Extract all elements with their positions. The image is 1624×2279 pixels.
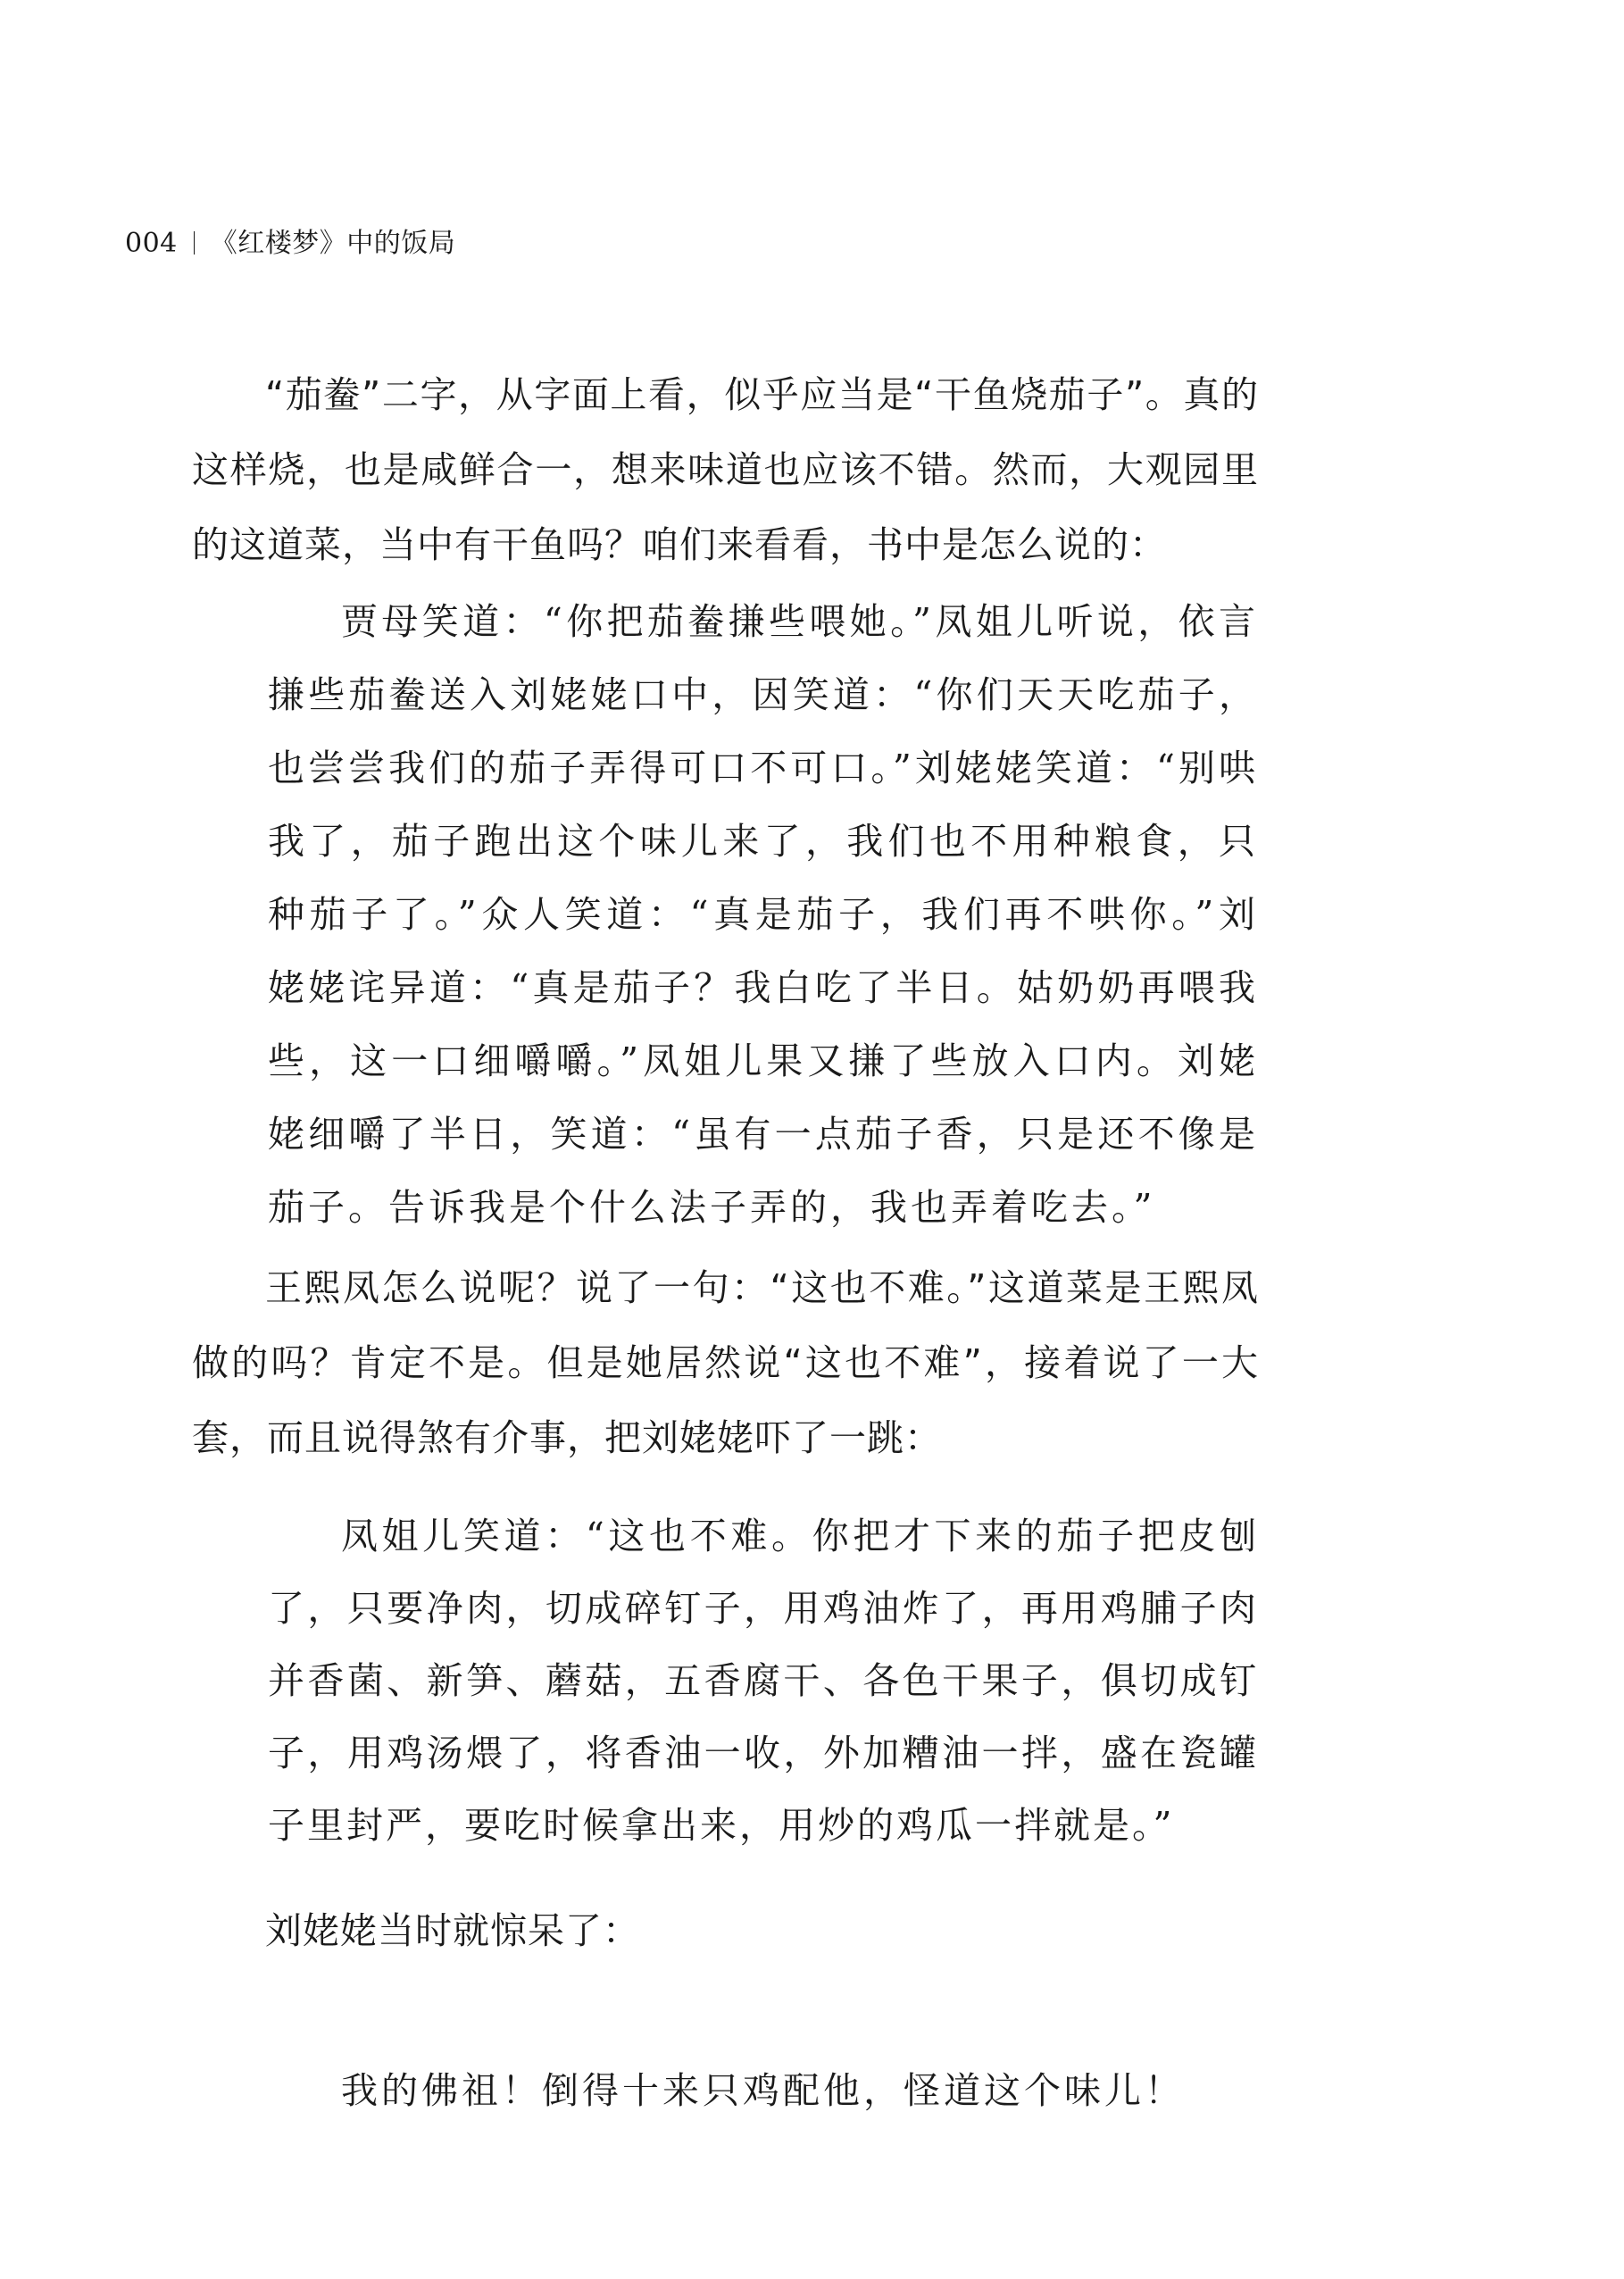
header-separator <box>194 231 195 255</box>
quote-block-2: 凤姐儿笑道：“这也不难。你把才下来的茄子把皮刨了，只要净肉，切成碎钉子，用鸡油炸了，再用鸡脯子肉并香菌、新笋、蘑菇，五香腐干、各色干果子，俱切成钉子，用鸡汤煨了，将香油一收，外加糟油一拌，盛在瓷罐子里封严，要吃时候拿出来，用炒的鸡瓜一拌就是。” <box>268 1515 1259 1847</box>
book-title: 《红楼梦》中的饭局 <box>210 228 456 259</box>
quote-block-3: 我的佛祖！倒得十来只鸡配他，怪道这个味儿！ <box>341 2069 1185 2112</box>
quote-block-1: 贾母笑道：“你把茄鲞搛些喂她。”凤姐儿听说，依言搛些茄鲞送入刘姥姥口中，因笑道：“你们天天吃茄子，也尝尝我们的茄子弄得可口不可口。”刘姥姥笑道：“别哄我了，茄子跑出这个味儿来了，我们也不用种粮食，只种茄子了。”众人笑道：“真是茄子，我们再不哄你。”刘姥姥诧异道：“真是茄子？我白吃了半日。姑奶奶再喂我些，这一口细嚼嚼。”凤姐儿果又搛了些放入口内。刘姥姥细嚼了半日，笑道：“虽有一点茄子香，只是还不像是茄子。告诉我是个什么法子弄的，我也弄着吃去。” <box>268 600 1259 1229</box>
paragraph-2: 王熙凤怎么说呢？说了一句：“这也不难。”这道菜是王熙凤做的吗？肯定不是。但是她居然说“这也不难”，接着说了一大套，而且说得煞有介事，把刘姥姥吓了一跳： <box>192 1266 1259 1459</box>
page-number: 004 <box>125 228 178 259</box>
paragraph-1: “茄鲞”二字，从字面上看，似乎应当是“干鱼烧茄子”。真的这样烧，也是咸鲜合一，想来味道也应该不错。然而，大观园里的这道菜，当中有干鱼吗？咱们来看看，书中是怎么说的： <box>192 373 1259 566</box>
paragraph-3: 刘姥姥当时就惊呆了： <box>265 1909 640 1952</box>
running-header <box>125 228 455 260</box>
